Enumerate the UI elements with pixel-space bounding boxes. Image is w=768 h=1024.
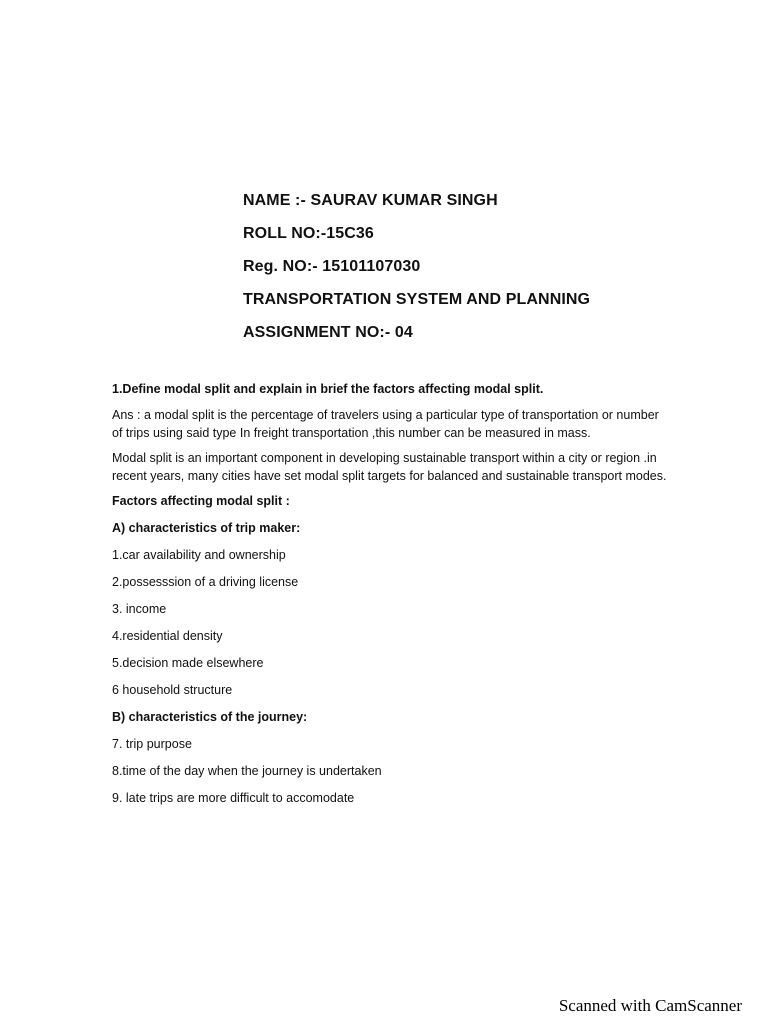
list-item: 3. income: [112, 602, 167, 616]
answer-paragraph: Modal split is an important component in developing sustainable transport within a city or region .in recent years, many cities have set modal split targets for balanced and sustainable transport modes.: [112, 451, 667, 483]
list-item: 2.possesssion of a driving license: [112, 575, 299, 589]
list-item: 5.decision made elsewhere: [112, 656, 264, 670]
section-a-list: [112, 546, 672, 699]
section-b-list: [112, 735, 672, 807]
subject-title: TRANSPORTATION SYSTEM AND PLANNING: [243, 291, 591, 308]
list-item: 8.time of the day when the journey is undertaken: [112, 764, 382, 778]
section-b-heading: B) characteristics of the journey:: [112, 710, 308, 724]
factors-heading: Factors affecting modal split :: [112, 494, 290, 508]
assignment-body: [112, 380, 672, 816]
roll-number: ROLL NO:-15C36: [243, 225, 374, 242]
student-header: [243, 190, 590, 355]
student-name: NAME :- SAURAV KUMAR SINGH: [243, 192, 498, 209]
answer-paragraph: Ans : a modal split is the percentage of travelers using a particular type of transportation or number of trips using said type In freight transportation ,this number can be measured in mass.: [112, 408, 659, 440]
section-a-heading: A) characteristics of trip maker:: [112, 521, 301, 535]
list-item: 9. late trips are more difficult to accomodate: [112, 791, 355, 805]
camscanner-watermark: Scanned with CamScanner: [558, 996, 742, 1015]
question-heading: 1.Define modal split and explain in brief the factors affecting modal split.: [112, 382, 544, 396]
list-item: 4.residential density: [112, 629, 223, 643]
list-item: 7. trip purpose: [112, 737, 192, 751]
registration-number: Reg. NO:- 15101107030: [243, 258, 421, 275]
list-item: 1.car availability and ownership: [112, 548, 286, 562]
assignment-number: ASSIGNMENT NO:- 04: [243, 324, 413, 341]
list-item: 6 household structure: [112, 683, 233, 697]
